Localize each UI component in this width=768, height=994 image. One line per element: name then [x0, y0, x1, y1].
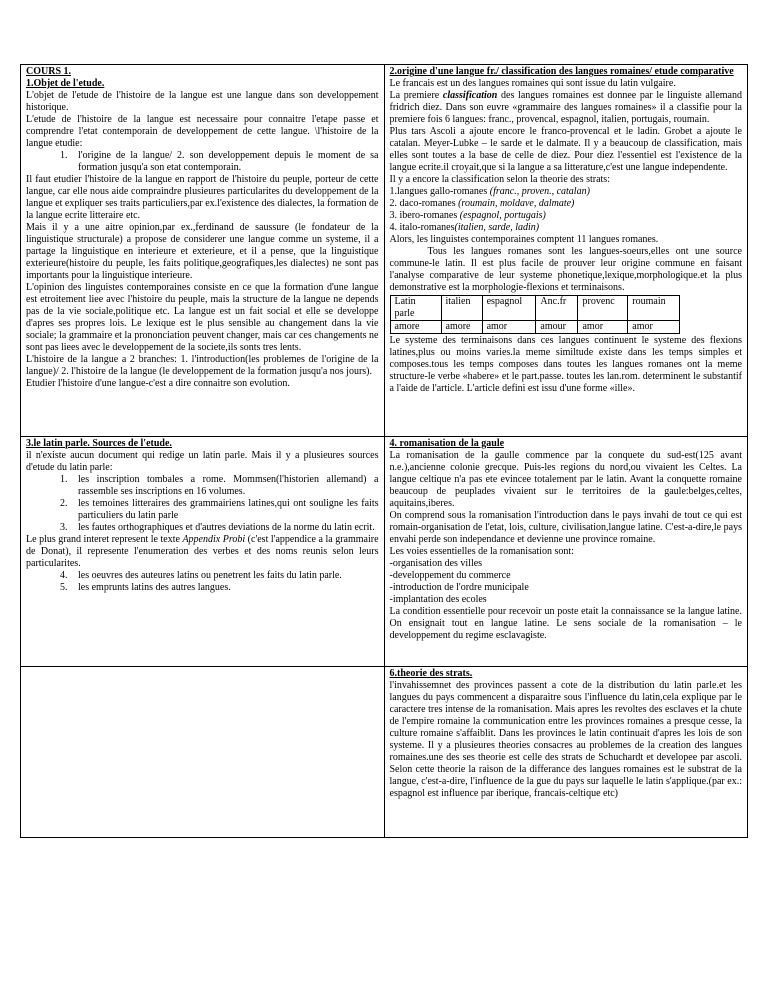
list-item-text: les oeuvres des auteures latins ou penetrent les faits du latin parle. [78, 570, 342, 581]
value-cell: amor [482, 321, 536, 334]
section-2-heading: 2.origine d'une langue fr./ classification des langues romaines/ etude comparative [389, 66, 734, 77]
text-run: 1.langues gallo-romanes [389, 186, 490, 197]
section-3-heading: 3.le latin parle. Sources de l'etude. [26, 438, 172, 449]
header-cell: roumain [628, 296, 679, 321]
table-row [21, 437, 748, 667]
text-run: 4. italo-romanes [389, 222, 455, 233]
course-title: COURS 1. [26, 66, 72, 77]
section-6-heading: 6.theorie des strats. [389, 668, 473, 679]
list-item [26, 582, 379, 594]
header-cell: espagnol [482, 296, 536, 321]
list-item [26, 474, 379, 498]
table-row [21, 65, 748, 437]
text-run: 2. daco-romanes [389, 198, 459, 209]
header-cell: Anc.fr [536, 296, 578, 321]
text-run: 3. ibero-romanes [389, 210, 460, 221]
language-examples: (franc., proven., catalan) [489, 186, 590, 197]
language-examples: (italien, sarde, ladin) [454, 222, 540, 233]
dash-item: -organisation des villes [389, 558, 483, 569]
paragraph: Il faut etudier l'histoire de la langue en rapport de l'histoire du peuple, porteur de cette langue, car elle nous aide compraindre plusieures particularites du developpement de la langue et expliquer ses traits particuliers,par ex.l'existence des dialectes, la formation de la langue ecrite litteraire etc. [26, 174, 379, 221]
paragraph: Etudier l'histoire d'une langue-c'est a dire connaitre son evolution. [26, 378, 290, 389]
text-run: des langues romaines est donnee par le linguiste allemand fridrich diez. Dans son euvre «grammaire des langues romaines» il a classifie pour la premiere fois 6 langues: franc., provencal, espagnol, italien, portugais, roumain. [389, 90, 742, 125]
strata-item [390, 198, 743, 210]
paragraph: La condition essentielle pour recevoir un poste etait la connaissance se la langue latine. On ensignait tout en langue latine. Le sens sociale de la romanisation – le developpement du regime esclavagiste. [389, 606, 742, 641]
dash-item: -introduction de l'ordre municipale [389, 582, 529, 593]
paragraph [390, 90, 743, 126]
paragraph: Mais il y a une aitre opinion,par ex.,ferdinand de saussure (le fondateur de la linguistique structurale) a propose de considerer une langue comme un systeme, il a partage la linguistique en interieure et exterieure, et il a pense, que la linguistique exterieure(histoire du peuple, les faits politique,geografiques,les dialectes) ne sont pas importants pour la linguistique interieure. [26, 222, 379, 281]
header-cell: italien [441, 296, 482, 321]
paragraph: L'etude de l'histoire de la langue est necessaire pour connaitre l'etape passe et comprendre l'etat contemporain de developpement de cette langue. \l'histoire de la langue etudie: [26, 114, 379, 149]
table-row [21, 667, 748, 838]
list-marker: 4. [60, 570, 68, 581]
paragraph: On comprend sous la romanisation l'introduction dans le pays invahi de tout ce qui est romain-organisation de l'etat, lois, culture, civilisation,langue latine. C'est-a-dire,le pays envahi perde son independance et devienne une province romaine. [389, 510, 742, 545]
dash-item: -implantation des ecoles [389, 594, 487, 605]
paragraph [26, 534, 379, 570]
list-item-text: les emprunts latins des autres langues. [78, 582, 231, 593]
value-cell: amore [390, 321, 441, 334]
table-header-row [390, 296, 679, 321]
paragraph: Tous les langues romanes sont les langues-soeurs,elles ont une source commune-le latin. Il est plus facile de prouver leur origine commune en faisant l'analyse comparative de leur systeme phonetique,lexique,morphologique.et la plus demonstrative est la morphologie-flexions et terminaisons. [389, 246, 742, 293]
emphasized-term: Appendix Probi [182, 534, 246, 545]
paragraph: il n'existe aucun document qui redige un latin parle. Mais il y a plusieures sources d'etude du latin parle: [26, 450, 379, 473]
language-examples: (espagnol, portugais) [459, 210, 546, 221]
document-table [20, 64, 748, 838]
cell-empty [21, 667, 385, 838]
list-marker: 1. [60, 474, 68, 485]
list-item [26, 498, 379, 522]
strata-item [390, 222, 743, 234]
text-run: Le plus grand interet represent le texte [26, 534, 183, 545]
value-cell: amor [578, 321, 628, 334]
paragraph: L'objet de l'etude de l'histoire de la langue est une langue dans son developpement historique. [26, 90, 379, 113]
language-examples: (roumain, moldave, dalmate) [458, 198, 575, 209]
paragraph: L'histoire de la langue a 2 branches: 1. l'introduction(les problemes de l'origine de la langue)/ 2. l'histoire de la langue (le developpement de la formation jusqu'a nos jours). [26, 354, 379, 377]
paragraph: La romanisation de la gaulle commence par la conquete du sud-est(125 avant n.e.),ancienne colonie grecque. Puis-les regions du nord,ou vivaient les Celtes. La langue celtique n'a pas ete evincee totalement par le latin. Avant la conquette romaine beaucoup de peuplades vivaient sur le territoires de la gaule:belges,celtes, aquitains,iberes. [389, 450, 742, 509]
strata-item [390, 186, 743, 198]
section-4-heading: 4. romanisation de la gaule [389, 438, 505, 449]
cell-latin-parle-sources [21, 437, 385, 667]
paragraph: Il y a encore la classification selon la theorie des strats: [389, 174, 610, 185]
list-item-text: l'origine de la langue/ 2. son developpement depuis le moment de sa formation jusqu'a son etat contemporain. [78, 150, 379, 173]
paragraph: L'opinion des linguistes contemporaines consiste en ce que la formation d'une langue est etroitement liee avec l'histoire du peuple, mais la structure de la langue ne depends pas de la vie sociale,politique etc. La langue est un fait social et elle se developpe d'apres ses propres lois. Le lexique est le plus sensible au changement dans la vie sociale; la grammaire et la prononciation peuvent changer, mais car ces changements ne sont pas liees avec le developpement de la societe,ils sonts tres lents. [26, 282, 379, 353]
list-marker: 1. [60, 150, 68, 161]
list-item-text: les fautes orthographiques et d'autres deviations de la norme du latin ecrit. [78, 522, 375, 533]
cell-origine-classification [384, 65, 748, 437]
paragraph: l'invahissemnet des provinces passent a cote de la distribution du latin parle.et les langues du pays commencent a disparaitre sous l'influence du latin,cela explique par le caractere tres intense de la romanisation. Mais apres les revoltes des esclaves et la chute de l'empire romaine la communication entre les provinces romaines a presque cesse, la culture romaine s'affaiblit. Dans les provinces le latin continuait d'apres les lois de son systeme. Il y a plusieures theories consacres au problemes de la creation des langues romaines.une des ses theorie est celle des strats de Schuchardt et developee par ascoli. Selon cette theorie la raison de la differance des langues romaines est le substrat de la langue, c'est-a-dire, l'influence de la gue du pays sur laquelle le latin s'applique.(par ex.: espagnol est influence par iberique, francais-celtique etc) [389, 680, 742, 799]
value-cell: amore [441, 321, 482, 334]
list-item [26, 570, 379, 582]
text-run: (c'est l'appendice a la grammaire de Donat), il represente l'enumeration des verbes et des noms reunis selon leurs particularites. [26, 534, 379, 569]
dash-item: -developpement du commerce [389, 570, 511, 581]
terminaisons-comparison-table [390, 295, 680, 334]
emphasized-term: classification [442, 90, 498, 101]
paragraph: Les voies essentielles de la romanisation sont: [389, 546, 574, 557]
cell-objet-etude [21, 65, 385, 437]
list-marker: 3. [60, 522, 68, 533]
section-1-heading: 1.Objet de l'etude. [26, 78, 105, 89]
table-value-row [390, 321, 679, 334]
list-item [26, 150, 379, 174]
paragraph: Le francais est un des langues romaines qui sont issue du latin vulgaire. [389, 78, 676, 89]
list-marker: 5. [60, 582, 68, 593]
list-item-text: les inscription tombales a rome. Mommsen(l'historien allemand) a rassemble ses inscriptions en 16 volumes. [78, 474, 379, 497]
value-cell: amour [536, 321, 578, 334]
cell-romanisation-gaule [384, 437, 748, 667]
paragraph: Plus tars Ascoli a ajoute encore le franco-provencal et le ladin. Grobet a ajoute le catalan. Meyer-Lubke – le sarde et le dalmate. Il y a beaucoup de classification, mais elles sont toutes a la base de celle de diez. Pour diez l'essentiel est l'existence de la langue ecrite.il croyait,que si la langue a sa litterature,c'est une langue independente. [389, 126, 742, 173]
text-run: La premiere [389, 90, 443, 101]
list-marker: 2. [60, 498, 68, 509]
list-item-text: les temoines litteraires des grammairiens latines,qui ont souligne les faits particuliers du latin parle [78, 498, 379, 521]
list-item [26, 522, 379, 534]
value-cell: amor [628, 321, 679, 334]
strata-item [390, 210, 743, 222]
cell-theorie-strats [384, 667, 748, 838]
paragraph: Alors, les linguistes contemporaines comptent 11 langues romanes. [389, 234, 659, 245]
header-cell: provenc [578, 296, 628, 321]
header-cell: Latin parle [390, 296, 441, 321]
paragraph: Le systeme des terminaisons dans ces langues continuent le systeme des flexions latines,plus ou moins varies.la meme similtude existe dans les temps simples et composes.tous les temps composes dans toutes les langues romanes ont la meme structure-le verbe «habere» et le part.passe. toutes les lan.rom. determinent le substantif a l'aide de l'article. L'article defini est issu d'une forme «ille». [389, 335, 742, 394]
